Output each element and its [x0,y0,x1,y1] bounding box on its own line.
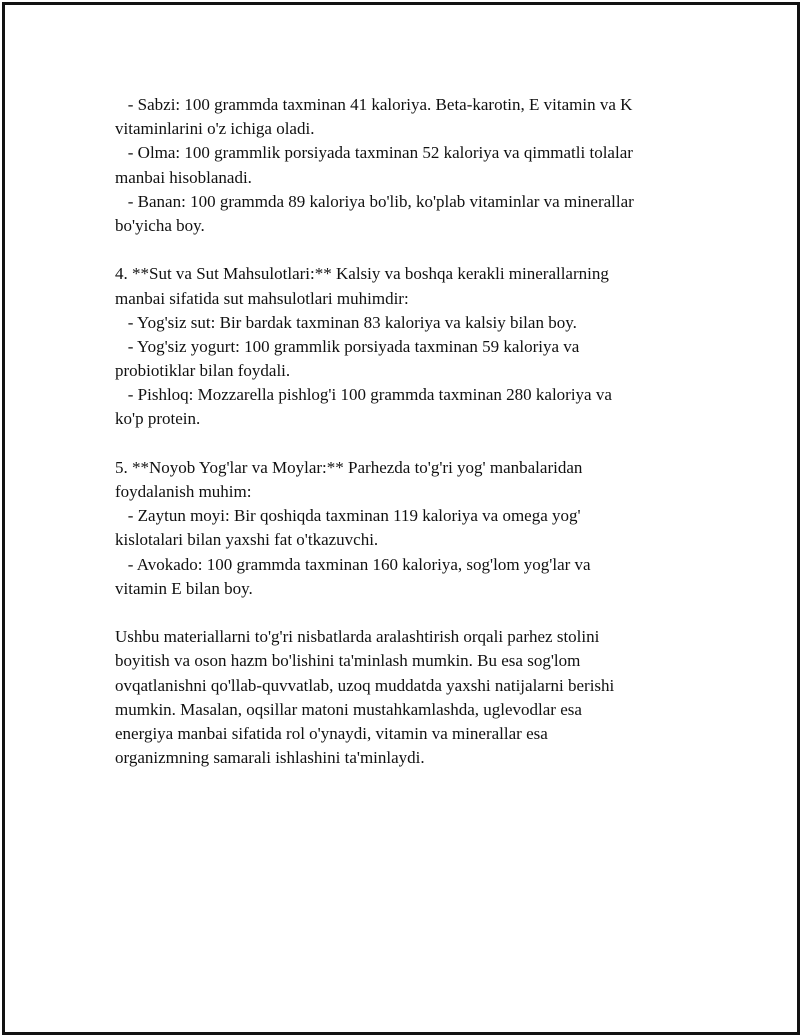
text-line: bo'yicha boy. [115,215,205,235]
section-conclusion [115,625,695,770]
text-line: vitamin E bilan boy. [115,578,253,598]
text-line: - Yog'siz yogurt: 100 grammlik porsiyada taxminan 59 kaloriya va [115,336,580,356]
text-line: mumkin. Masalan, oqsillar matoni mustahkamlashda, uglevodlar esa [115,699,582,719]
text-line: manbai hisoblanadi. [115,167,252,187]
paragraph-gap [115,432,695,456]
document-body [115,93,695,770]
section-dairy [115,262,695,431]
paragraph-gap [115,601,695,625]
text-line: boyitish va oson hazm bo'lishini ta'minlash mumkin. Bu esa sog'lom [115,651,581,671]
text-line: kislotalari bilan yaxshi fat o'tkazuvchi. [115,530,379,550]
paragraph-gap [115,238,695,262]
text-line: - Yog'siz sut: Bir bardak taxminan 83 kaloriya va kalsiy bilan boy. [115,312,577,332]
section-fruits-vegetables [115,93,695,238]
text-line: ovqatlanishni qo'llab-quvvatlab, uzoq muddatda yaxshi natijalarni berishi [115,675,615,695]
text-line: foydalanish muhim: [115,482,252,501]
text-line: ko'p protein. [115,409,201,429]
section-fats-oils [115,456,695,601]
text-line: - Sabzi: 100 grammda taxminan 41 kaloriya. Beta-karotin, E vitamin va K [115,95,633,114]
text-line: - Pishloq: Mozzarella pishlog'i 100 grammda taxminan 280 kaloriya va [115,385,612,405]
text-line: organizmning samarali ishlashini ta'minlaydi. [115,748,425,768]
text-line: - Avokado: 100 grammda taxminan 160 kaloriya, sog'lom yog'lar va [115,554,591,574]
text-line: probiotiklar bilan foydali. [115,361,291,381]
section-heading: 4. **Sut va Sut Mahsulotlari:** Kalsiy va boshqa kerakli minerallarning [115,264,609,284]
text-line: - Olma: 100 grammlik porsiyada taxminan 52 kaloriya va qimmatli tolalar [115,143,633,163]
text-line: energiya manbai sifatida rol o'ynaydi, vitamin va minerallar esa [115,723,548,743]
text-line: - Zaytun moyi: Bir qoshiqda taxminan 119 kaloriya va omega yog' [115,506,581,526]
text-line: manbai sifatida sut mahsulotlari muhimdir: [115,288,409,308]
text-line: - Banan: 100 grammda 89 kaloriya bo'lib, ko'plab vitaminlar va minerallar [115,191,634,211]
section-heading: 5. **Noyob Yog'lar va Moylar:** Parhezda to'g'ri yog' manbalaridan [115,457,583,477]
text-line: vitaminlarini o'z ichiga oladi. [115,119,315,139]
text-line: Ushbu materiallarni to'g'ri nisbatlarda aralashtirish orqali parhez stolini [115,627,600,647]
